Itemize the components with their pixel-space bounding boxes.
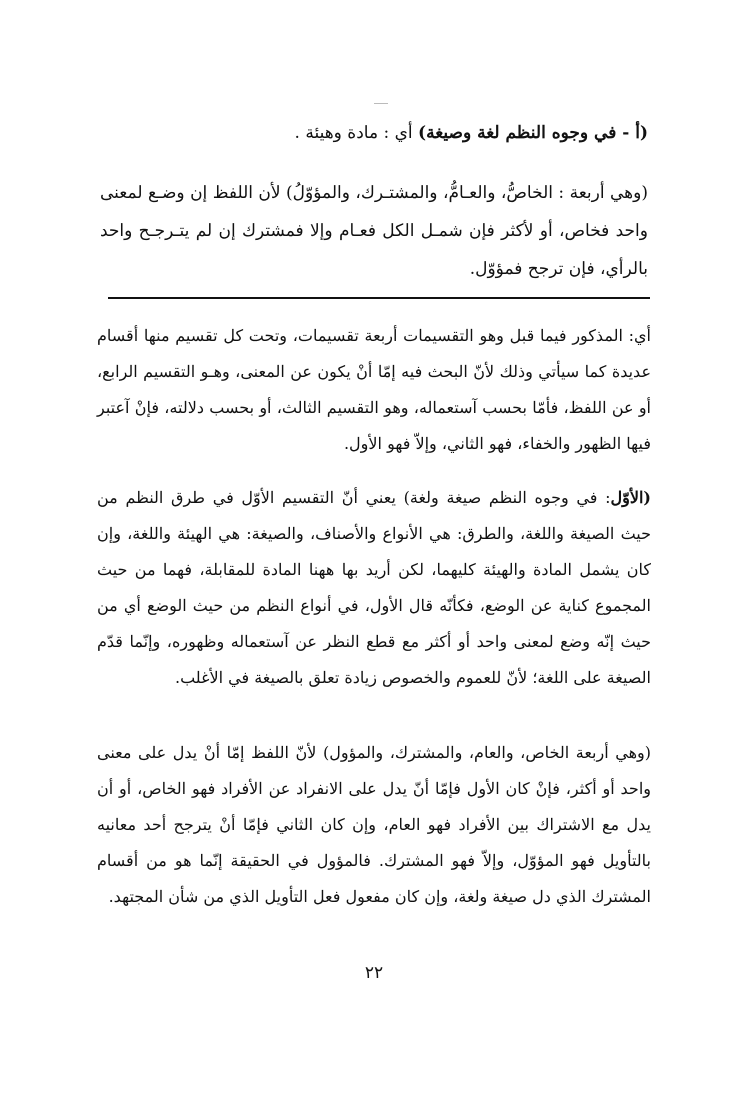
matn-heading-bold: (أ - في وجوه النظم لغة وصيغة): [418, 123, 648, 143]
page-number: ٢٢: [364, 963, 384, 983]
sharh-paragraph-2-body: : في وجوه النظم صيغة ولغة) يعني أنّ التقسيم الأوّل في طرق النظم من حيث الصيغة واللغة، والطرق: هي الأنواع والأصناف، والصيغة: هي الهيئة واللغة، وإن كان يشمل المادة والهيئة كليهما، لكن أريد بها ههنا المادة للمقابلة، فهما من حيث المجموع كناية عن الوضع، فكأنّه قال الأول، في أنواع النظم من حيث الوضع أي من حيث إنّه وضع لمعنى واحد أو أكثر مع قطع النظر عن آستعماله وظهوره، وإنّما قدّم الصيغة على اللغة؛ لأنّ للعموم والخصوص زيادة تعلق بالصيغة في الأغلب.: [97, 488, 651, 687]
matn-paragraph: (وهي أربعة : الخاصُّ، والعـامُّ، والمشتـرك، والمؤوّلُ) لأن اللفظ إن وضـع لمعنى واحد فخاص، أو لأكثر فإن شمـل الكل فعـام وإلا فمشترك إن لم يتـرجـح واحد بالرأي، فإن ترجح فمؤوّل.: [100, 183, 648, 279]
sharh-paragraph-3: (وهي أربعة الخاص، والعام، والمشترك، والمؤول) لأنّ اللفظ إمّا أنْ يدل على معنى واحد أو أكثر، فإنْ كان الأول فإمّا أنّ يدل على الانفراد عن الأفراد فهو الخاص، أو أن يدل مع الاشتراك بين الأفراد فهو العام، وإن كان الثاني فإمّا أنْ يترجح أحد معانيه بالتأويل فهو المؤوّل، وإلاّ فهو المشترك. فالمؤول في الحقيقة إنّما هو من أقسام المشترك الذي دل صيغة ولغة، وإن كان مفعول فعل التأويل الذي من شأن المجتهد.: [97, 743, 651, 906]
matn-heading: [88, 118, 648, 148]
top-mark: [374, 103, 388, 104]
matn-heading-rest: أي : مادة وهيئة .: [294, 123, 419, 143]
footnote-divider: [108, 297, 650, 299]
sharh-paragraph-2-lead: (الأوّل: [610, 488, 651, 507]
sharh-paragraph-1: أي: المذكور فيما قبل وهو التقسيمات أربعة تقسيمات، وتحت كل تقسيم منها أقسام عديدة كما سيأتي وذلك لأنّ البحث فيه إمّا أنْ يكون عن المعنى، وهـو التقسيم الرابع، أو عن اللفظ، فأمّا بحسب آستعماله، وهو التقسيم الثالث، أو بحسب دلالته، فإنْ آعتبر فيها الظهور والخفاء، فهو الثاني، وإلاّ فهو الأول.: [97, 326, 652, 453]
sharh-paragraph-2: [97, 480, 651, 696]
